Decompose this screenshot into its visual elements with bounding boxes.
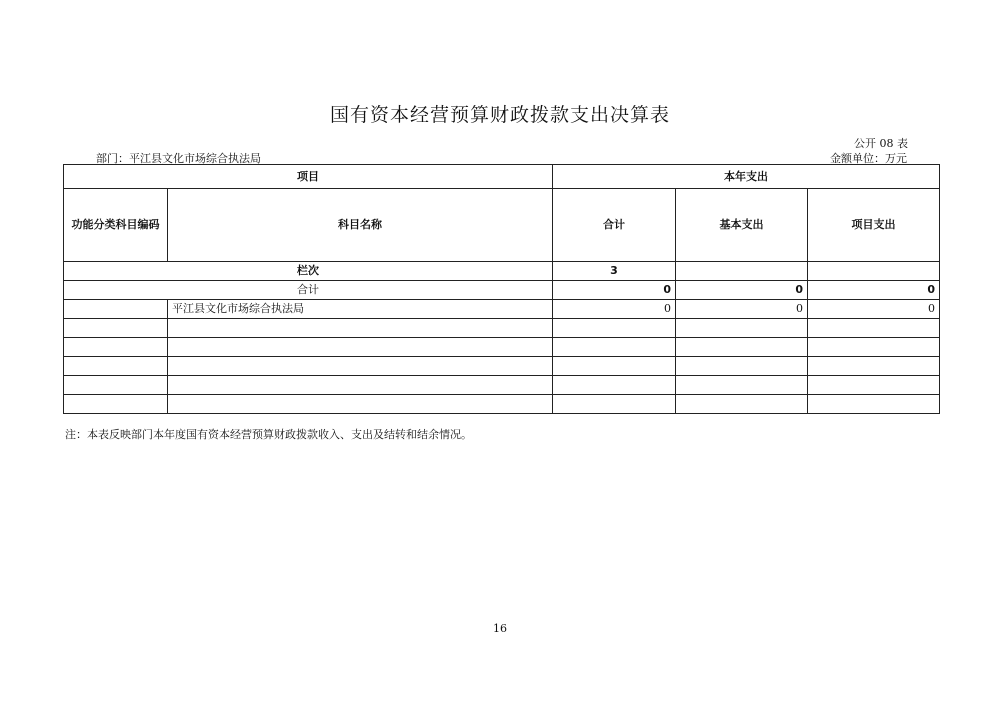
table-row	[64, 300, 940, 319]
total-header: 合计	[553, 189, 676, 262]
total-label: 合计	[64, 281, 553, 300]
empty-row	[64, 357, 940, 376]
basic-header: 基本支出	[676, 189, 808, 262]
unit-label: 金额单位：万元	[830, 152, 907, 165]
empty-row	[64, 319, 940, 338]
header-row-2	[64, 189, 940, 262]
index-project	[808, 262, 940, 281]
total-project: 0	[808, 281, 940, 300]
row-total: 0	[553, 300, 676, 319]
header-row-1	[64, 165, 940, 189]
page-title: 国有资本经营预算财政拨款支出决算表	[329, 104, 670, 126]
current-year-header: 本年支出	[553, 165, 940, 189]
row-basic: 0	[676, 300, 808, 319]
total-total: 0	[553, 281, 676, 300]
project-exp-header: 项目支出	[808, 189, 940, 262]
form-number: 公开 08 表	[854, 137, 908, 150]
index-label: 栏次	[64, 262, 553, 281]
row-name: 平江县文化市场综合执法局	[168, 300, 553, 319]
department-label: 部门：平江县文化市场综合执法局	[96, 152, 261, 165]
index-total: 3	[553, 262, 676, 281]
footnote: 注：本表反映部门本年度国有资本经营预算财政拨款收入、支出及结转和结余情况。	[65, 428, 472, 441]
name-header: 科目名称	[168, 189, 553, 262]
expenditure-table	[63, 164, 940, 414]
empty-row	[64, 395, 940, 414]
code-header: 功能分类科目编码	[64, 189, 168, 262]
page-number: 16	[493, 622, 507, 635]
row-project: 0	[808, 300, 940, 319]
index-row	[64, 262, 940, 281]
total-row	[64, 281, 940, 300]
project-header: 项目	[64, 165, 553, 189]
total-basic: 0	[676, 281, 808, 300]
empty-row	[64, 376, 940, 395]
row-code	[64, 300, 168, 319]
empty-row	[64, 338, 940, 357]
index-basic	[676, 262, 808, 281]
